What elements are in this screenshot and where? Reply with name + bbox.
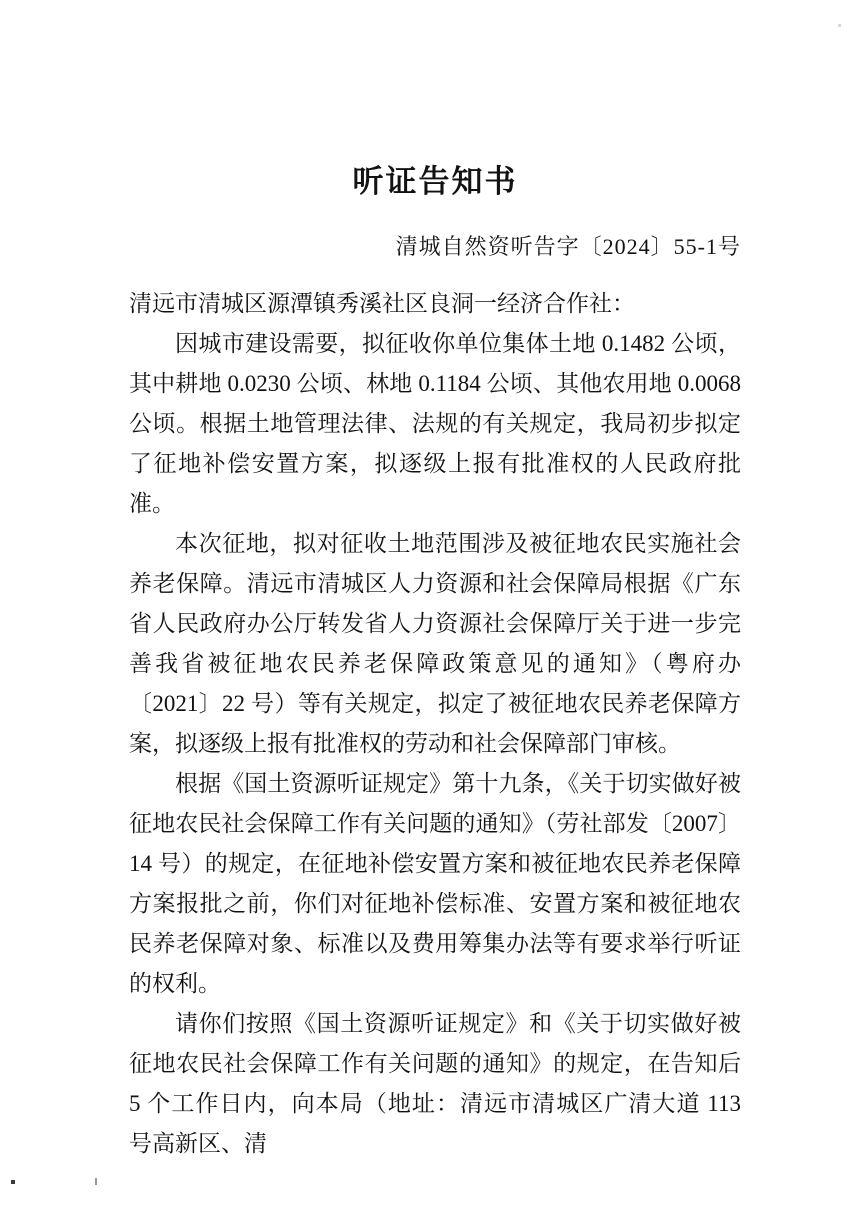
recipient-line: 清远市清城区源潭镇秀溪社区良洞一经济合作社： — [129, 291, 635, 316]
paragraph-1: 因城市建设需要，拟征收你单位集体土地 0.1482 公顷，其中耕地 0.0230 公顷、林地 0.1184 公顷、其他农用地 0.0068 公顷。根据土地管理法律、法规的有关规定，我局初步拟定了征地补偿安置方案，拟逐级上报有批准权的人民政府批准。 — [129, 331, 741, 516]
document-body — [129, 284, 741, 1164]
scan-artifact — [11, 1180, 15, 1184]
paragraph-2: 本次征地，拟对征收土地范围涉及被征地农民实施社会养老保障。清远市清城区人力资源和社会保障局根据《广东省人民政府办公厅转发省人力资源社会保障厅关于进一步完善我省被征地农民养老保障政策意见的通知》（粤府办〔2021〕22 号）等有关规定，拟定了被征地农民养老保障方案，拟逐级上报有批准权的劳动和社会保障部门审核。 — [129, 531, 741, 756]
document-title: 听证告知书 — [352, 164, 518, 199]
paragraph-4: 请你们按照《国土资源听证规定》和《关于切实做好被征地农民社会保障工作有关问题的通知》的规定，在告知后 5 个工作日内，向本局（地址：清远市清城区广清大道 113 号高新区、清 — [129, 1011, 741, 1156]
paragraph-3: 根据《国土资源听证规定》第十九条，《关于切实做好被征地农民社会保障工作有关问题的通知》（劳社部发〔2007〕14 号）的规定，在征地补偿安置方案和被征地农民养老保障方案报批之前，你们对征地补偿标准、安置方案和被征地农民养老保障对象、标准以及费用筹集办法等有要求举行听证的权利。 — [129, 771, 741, 996]
document-number: 清城自然资听告字〔2024〕55-1号 — [395, 234, 741, 259]
scan-artifact — [95, 1178, 97, 1185]
scan-artifact — [838, 24, 841, 27]
